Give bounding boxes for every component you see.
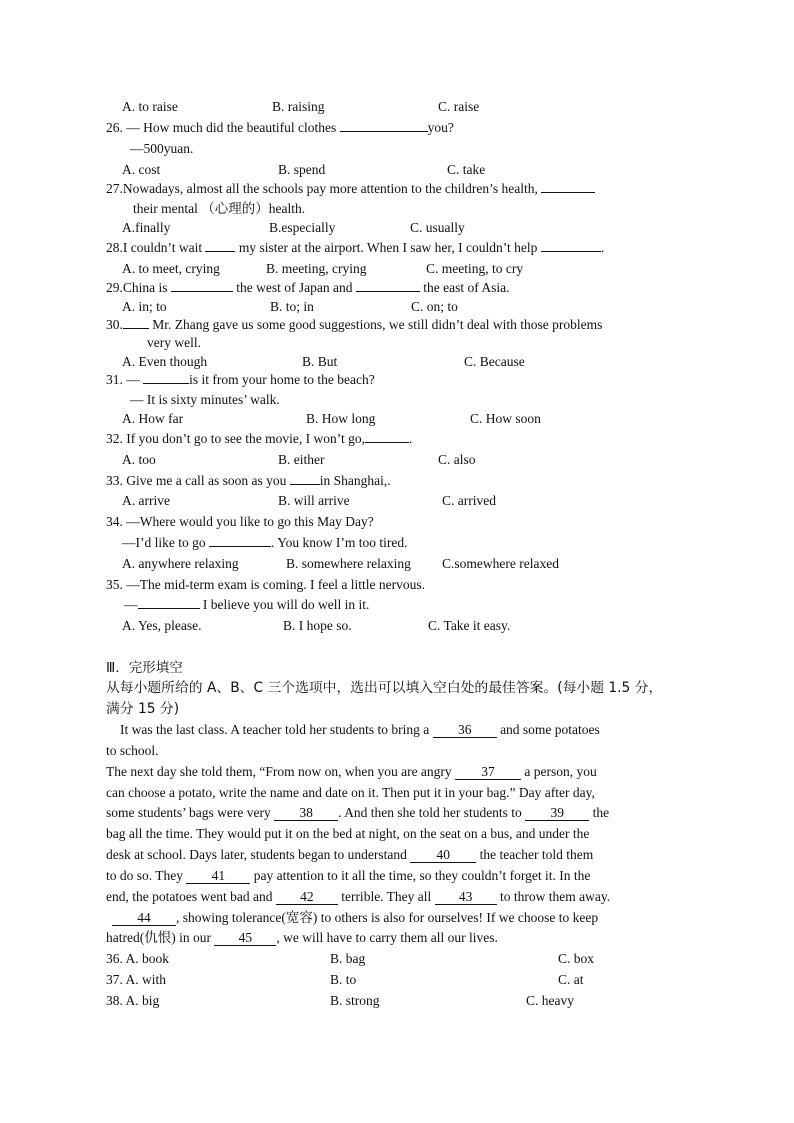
q28-option-c: C. meeting, to cry xyxy=(426,261,524,276)
q28-blank-2 xyxy=(541,251,601,252)
q34-stem: 34. —Where would you like to go this May Day? xyxy=(106,514,374,529)
q27-blank xyxy=(541,192,595,193)
passage-line-2: to school. xyxy=(106,743,159,758)
passage-line-7: desk at school. Days later, students began to understand 40 the teacher told them xyxy=(106,847,594,862)
q34-option-a: A. anywhere relaxing xyxy=(122,556,239,571)
q26-option-c: C. take xyxy=(447,162,486,177)
q31-option-c: C. How soon xyxy=(470,411,541,426)
q29-stem: 29.China is the west of Japan and the east of Asia. xyxy=(106,280,510,295)
q35-option-a: A. Yes, please. xyxy=(122,618,202,633)
q25-option-b: B. raising xyxy=(272,99,325,114)
q33-option-c: C. arrived xyxy=(442,493,496,508)
q33-blank xyxy=(290,484,320,485)
blank-38: 38 xyxy=(274,806,338,821)
q30-option-a: A. Even though xyxy=(122,354,208,369)
q32-option-c: C. also xyxy=(438,452,476,467)
q27-line2: their mental （心理的）health. xyxy=(133,201,306,216)
passage-line-1: It was the last class. A teacher told her students to bring a 36 and some potatoes xyxy=(120,722,600,737)
q35-stem: 35. —The mid-term exam is coming. I feel a little nervous. xyxy=(106,577,426,592)
q34-line2: —I’d like to go . You know I’m too tired. xyxy=(122,535,408,550)
q31-option-b: B. How long xyxy=(306,411,376,426)
q30-stem: 30. Mr. Zhang gave us some good suggestions, we still didn’t deal with those problems xyxy=(106,317,603,332)
passage-line-6: bag all the time. They would put it on the bed at night, on the seat on a bus, and under the xyxy=(106,826,590,841)
q29-blank-1 xyxy=(171,291,233,292)
q29-option-a: A. in; to xyxy=(122,299,167,314)
blank-36: 36 xyxy=(433,723,497,738)
q32-stem: 32. If you don’t go to see the movie, I won’t go, . xyxy=(106,431,413,446)
passage-line-9: end, the potatoes went bad and 42 terrible. They all 43 to throw them away. xyxy=(106,889,611,904)
q27-option-b: B.especially xyxy=(269,220,336,235)
q28-option-a: A. to meet, crying xyxy=(122,261,220,276)
q37-options: 37. A. with xyxy=(106,972,167,987)
q26-answer: —500yuan. xyxy=(130,141,194,156)
passage-line-3: The next day she told them, “From now on, when you are angry 37 a person, you xyxy=(106,764,597,779)
q33-stem: 33. Give me a call as soon as you in Shanghai,. xyxy=(106,473,391,488)
q33-option-a: A. arrive xyxy=(122,493,170,508)
blank-42: 42 xyxy=(276,890,338,905)
blank-37: 37 xyxy=(455,765,521,780)
q29-blank-2 xyxy=(356,291,420,292)
q34-blank xyxy=(209,546,271,547)
q33-option-b: B. will arrive xyxy=(278,493,350,508)
blank-39: 39 xyxy=(525,806,589,821)
q26-option-b: B. spend xyxy=(278,162,326,177)
q25-option-a: A. to raise xyxy=(122,99,178,114)
q26-option-a: A. cost xyxy=(122,162,161,177)
blank-45: 45 xyxy=(214,931,276,946)
q37-option-b: B. to xyxy=(330,972,357,987)
q32-option-a: A. too xyxy=(122,452,156,467)
q36-option-c: C. box xyxy=(558,951,595,966)
blank-40: 40 xyxy=(410,848,476,863)
q34-option-b: B. somewhere relaxing xyxy=(286,556,411,571)
q31-stem: 31. — is it from your home to the beach? xyxy=(106,372,375,387)
q35-option-c: C. Take it easy. xyxy=(428,618,511,633)
passage-line-11: hatred(仇恨) in our 45 , we will have to carry them all our lives. xyxy=(106,930,498,945)
passage-line-5: some students’ bags were very 38 . And then she told her students to 39 the xyxy=(106,805,610,820)
q35-line2: — I believe you will do well in it. xyxy=(124,597,370,612)
q27-stem: 27.Nowadays, almost all the schools pay more attention to the children’s health, xyxy=(106,181,595,197)
q32-option-b: B. either xyxy=(278,452,325,467)
q36-options: 36. A. book xyxy=(106,951,170,966)
passage-line-8: to do so. They 41 pay attention to it all the time, so they couldn’t forget it. In the xyxy=(106,868,591,883)
section-instructions-line2: 满分 15 分) xyxy=(106,701,180,717)
q38-options: 38. A. big xyxy=(106,993,160,1008)
q36-option-b: B. bag xyxy=(330,951,366,966)
q32-blank xyxy=(365,442,409,443)
section-instructions-line1: 从每小题所给的 A、B、C 三个选项中，选出可以填入空白处的最佳答案。(每小题 1.5 分， xyxy=(106,680,663,696)
q26-stem: 26. — How much did the beautiful clothes you? xyxy=(106,120,454,135)
q25-option-c: C. raise xyxy=(438,99,480,114)
q26-blank xyxy=(340,131,428,132)
passage-line-4: can choose a potato, write the name and date on it. Then put it in your bag.” Day after day, xyxy=(106,785,595,800)
q31-option-a: A. How far xyxy=(122,411,184,426)
q30-line2: very well. xyxy=(147,335,201,350)
q35-option-b: B. I hope so. xyxy=(283,618,352,633)
blank-43: 43 xyxy=(435,890,497,905)
q30-option-b: B. But xyxy=(302,354,338,369)
q28-option-b: B. meeting, crying xyxy=(266,261,367,276)
q38-option-b: B. strong xyxy=(330,993,380,1008)
q28-blank-1 xyxy=(205,251,235,252)
q37-option-c: C. at xyxy=(558,972,584,987)
passage-line-10: 44 , showing tolerance(宽容) to others is also for ourselves! If we choose to keep xyxy=(112,910,598,926)
q34-option-c: C.somewhere relaxed xyxy=(442,556,559,571)
q28-stem: 28.I couldn’t wait my sister at the airport. When I saw her, I couldn’t help . xyxy=(106,240,605,255)
q31-blank xyxy=(143,383,189,384)
q35-blank xyxy=(138,608,200,609)
blank-44: 44 xyxy=(112,911,176,926)
q29-option-c: C. on; to xyxy=(411,299,458,314)
blank-41: 41 xyxy=(186,869,250,884)
q27-option-a: A.finally xyxy=(122,220,171,235)
q27-option-c: C. usually xyxy=(410,220,465,235)
section-title: Ⅲ．完形填空 xyxy=(106,660,183,676)
q38-option-c: C. heavy xyxy=(526,993,574,1008)
q30-option-c: C. Because xyxy=(464,354,525,369)
q29-option-b: B. to; in xyxy=(270,299,314,314)
q30-blank xyxy=(123,328,149,329)
q31-answer: — It is sixty minutes’ walk. xyxy=(130,392,280,407)
